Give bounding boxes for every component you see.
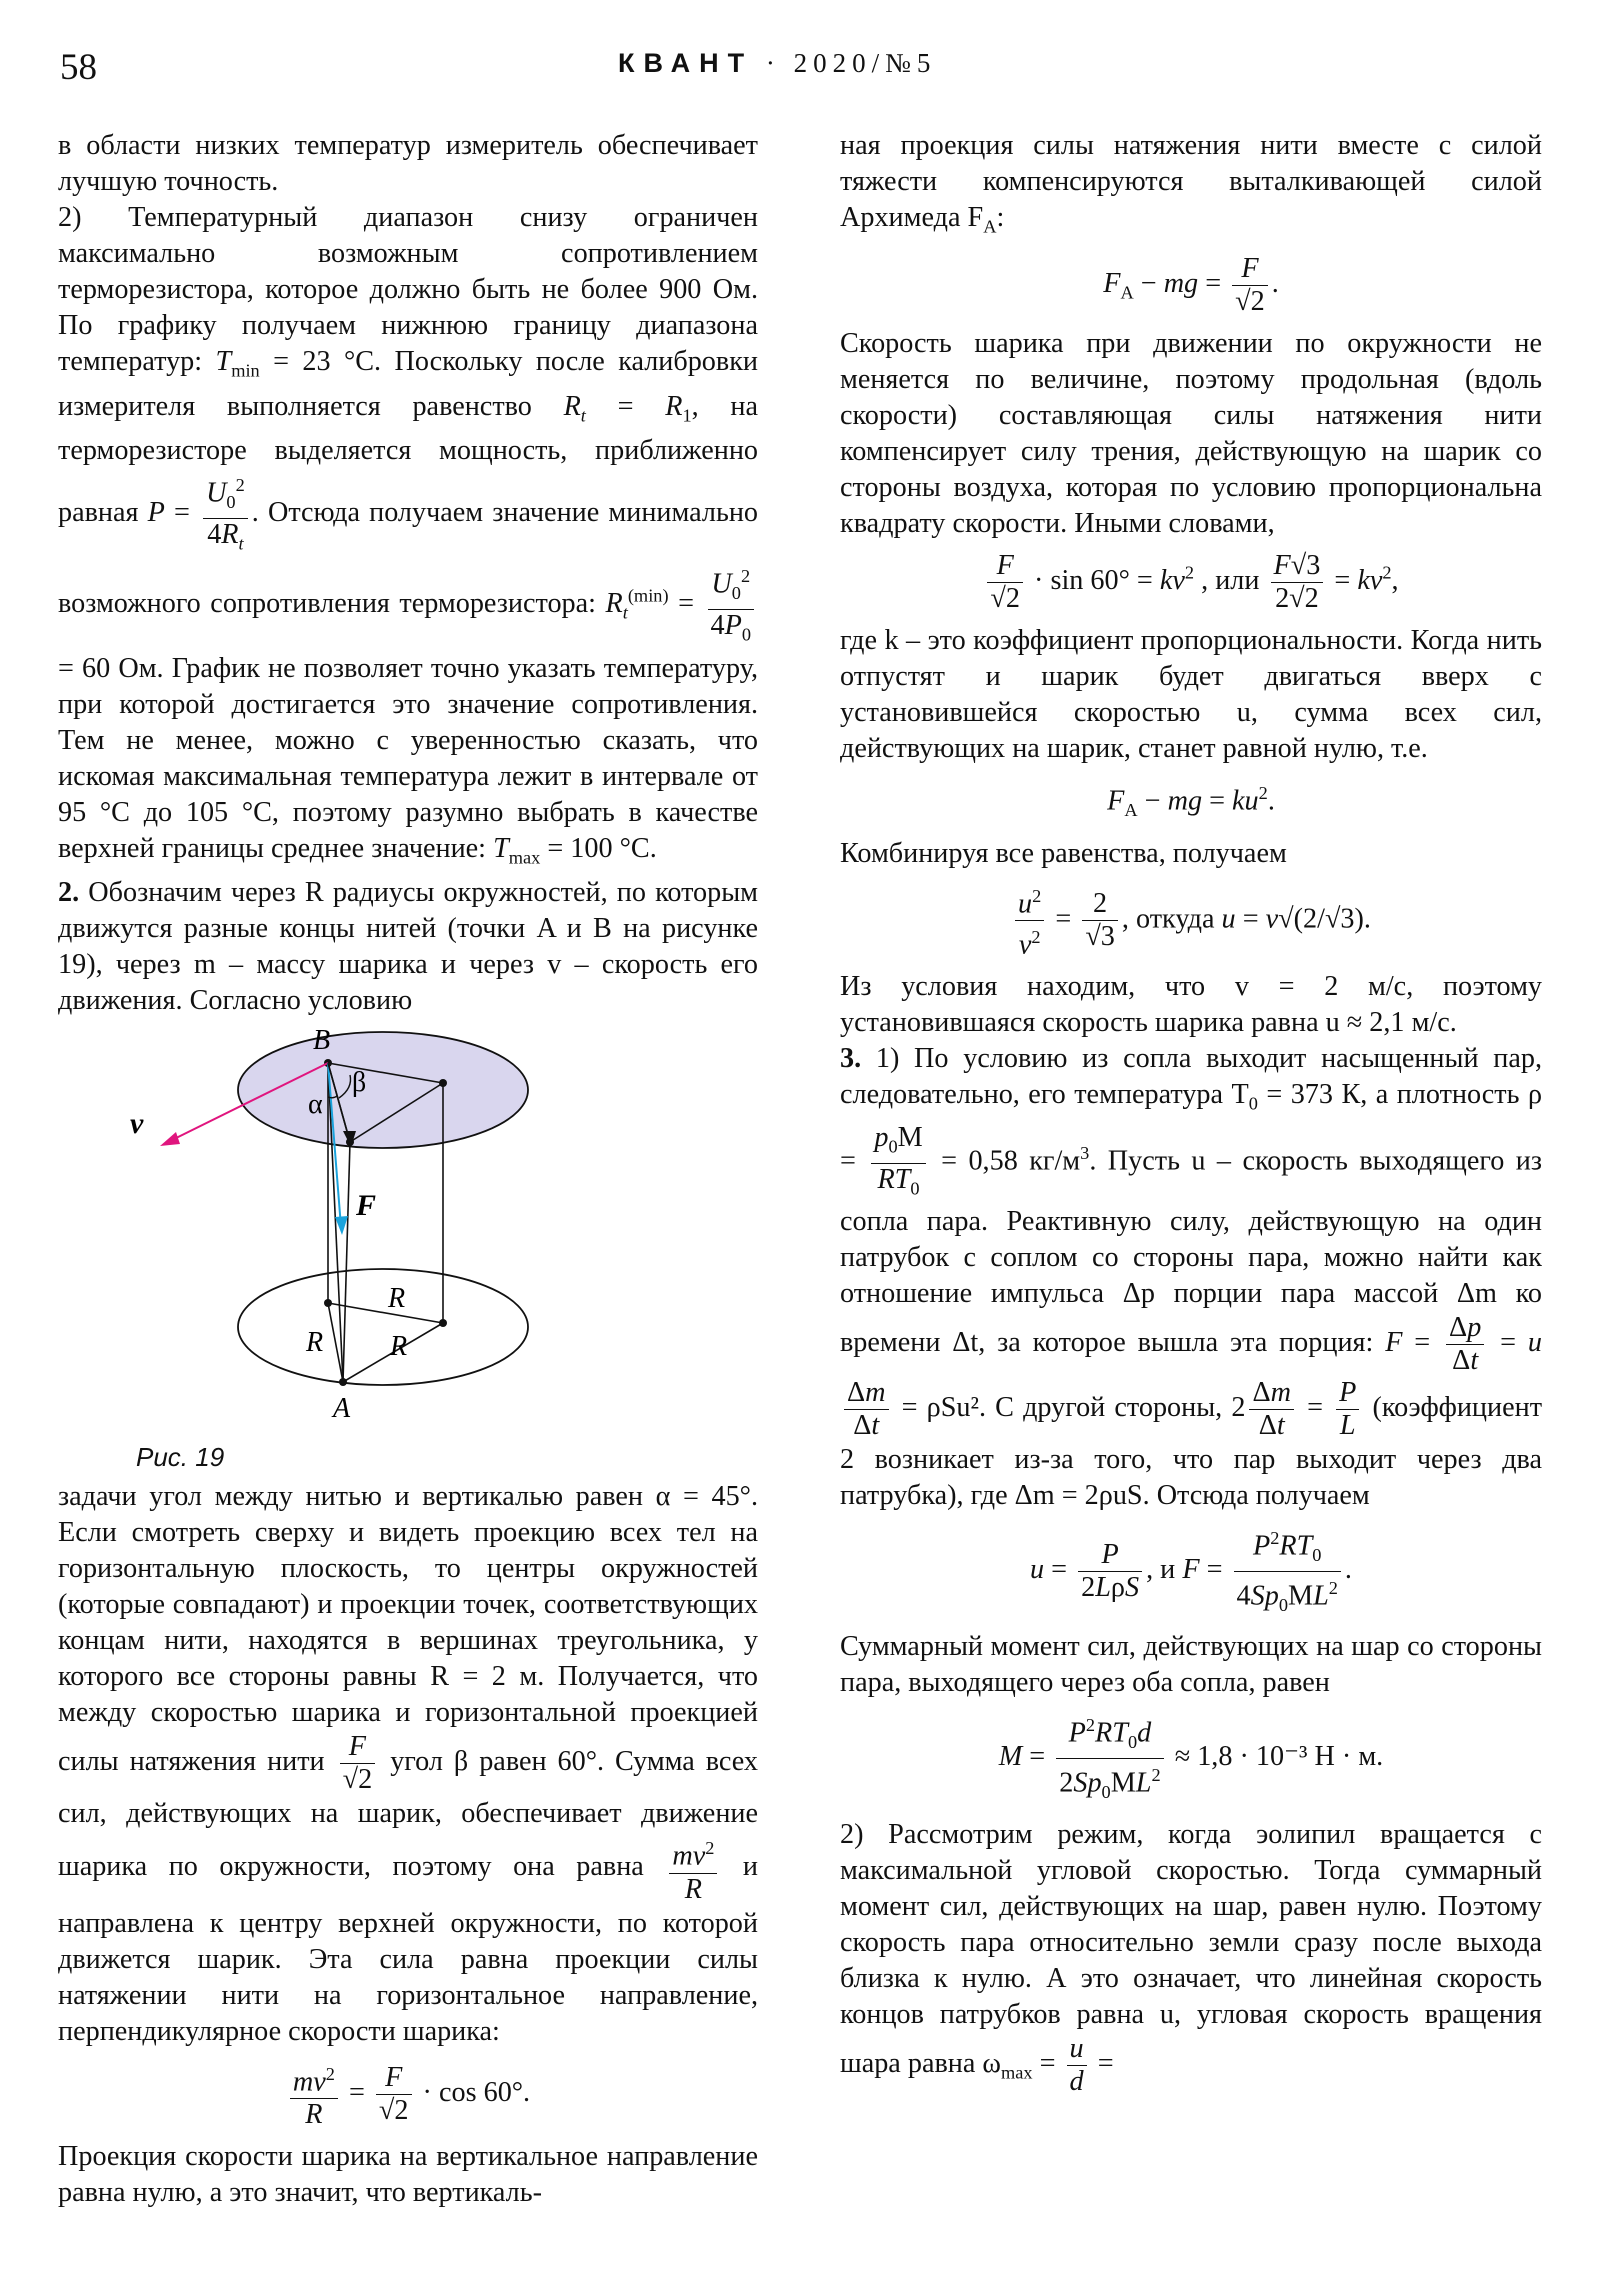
formula-archimedes: $F_A$ − mg = $\frac{F}{√2}$ . [1103, 252, 1279, 317]
right-paragraph-3: где k – это коэффициент пропорциональности. Когда нить отпустят и шарик будет двигаться вверх с установившейся скоростью u, сумма всех сил, действующих на шарик, станет равной нулю, т.е. [840, 624, 1542, 764]
right-column [840, 128, 1542, 2098]
left-paragraph-3: 2. Обозначим через R радиусы окружностей, по которым движутся разные концы нитей (точки A и B на рисунке 19), через m – массу шарика и через v – скорость его движения. Согласно условию [58, 877, 758, 1017]
right-paragraph-1: ная проекция силы натяжения нити вместе с силой тяжести компенсируются выталкивающей силой Архимеда $F_A$: [840, 130, 1542, 237]
label-beta: β [352, 1067, 367, 1099]
label-r: R [306, 1327, 324, 1359]
left-paragraph-2: 2) Температурный диапазон снизу ограничен максимально возможным сопротивлением терморезистора, которое должно быть не более 900 Ом. По графику получаем нижнюю границу диапазона температур: $T_{min} = 23$ °С. Поскольку после калибровки измерителя выполняется равенство $R_t = R_1$, на терморезисторе выделяется мощность, приближенно равная P = $\frac{U_0^2}{4R_t}$ . Отсюда получаем значение минимально возможного сопротивления терморезистора: $R_t^{(min)}$ = $\frac{U_0^2}{4P_0}$ = 60 Ом. График не позволяет точно указать температуру, при которой достигается это значение сопротивления. Тем не менее, можно с уверенностью сказать, что искомая максимальная температура лежит в интервале от 95 °С до 105 °С, поэтому разумно выбрать в качестве верхней границы среднее значение: $T_{max} = 100$ °С. [58, 202, 758, 868]
formula-centripetal: $\frac{mv^2}{R}$ = $\frac{F}{√2}$ · cos 60°. [58, 2058, 758, 2131]
page-number: 58 [60, 47, 97, 88]
left-column [58, 128, 758, 2211]
formula-speed-ratio: $\frac{u^2}{v^2}$ = $\frac{2}{√3}$ , откуда u = v√(2/√3). [840, 880, 1542, 962]
right-paragraph-4: Комбинируя все равенства, получаем [840, 837, 1287, 869]
velocity-arrowhead [160, 1132, 180, 1146]
point [324, 1299, 332, 1307]
right-paragraph-5: Из условия находим, что v = 2 м/с, поэтому установившаяся скорость шарика равна u ≈ 2,1 м/с. [840, 971, 1542, 1039]
formula-steady: $F_A$ − mg = $ku^2$. [1107, 782, 1275, 820]
tension-arrowhead [335, 1216, 348, 1235]
label-a: A [333, 1393, 351, 1425]
journal-name: КВАНТ [618, 48, 754, 78]
running-header [618, 48, 936, 79]
label-alpha: α [308, 1089, 323, 1121]
right-paragraph-2: Скорость шарика при движении по окружности не меняется по величине, поэтому продольная (вдоль скорости) составляющая силы натяжения нити компенсирует силу трения, действующую на шарик со стороны воздуха, которая по условию пропорциональна квадрату скорости. Иными словами, [840, 327, 1542, 539]
formula-u-f: u = $\frac{P}{\text{2LρS}}$ , и F = $\frac{P^2RT_0}{4Sp_0ML^2}$ . [840, 1522, 1542, 1621]
right-paragraph-8: 2) Рассмотрим режим, когда эолипил вращается с максимальной угловой скоростью. Тогда суммарный момент сил, действующих на шар, равен нулю. Поэтому скорость пара относительно земли сразу после выхода близка к нулю. А это означает, что линейная скорость концов патрубков равна u, угловая скорость вращения шара равна $\omega_{max}$ = $\frac{u}{d}$ = [840, 1818, 1542, 2097]
label-r: R [390, 1331, 408, 1363]
issue-number: · 2020/№5 [765, 48, 937, 78]
left-paragraph-4: задачи угол между нитью и вертикалью равен α = 45°. Если смотреть сверху и видеть проекцию всех тел на горизонтальную плоскость, то центры окружностей (которые совпадают) и проекции точек, соответствующих концам нити, находятся в вершинах треугольника, у которого все стороны равны R = 2 м. Получается, что между скоростью шарика и горизонтальной проекцией силы натяжения нити $\frac{F}{√2}$ угол β равен 60°. Сумма всех сил, действующих на шарик, обеспечивает движение шарика по окружности, поэтому она равна $\frac{mv^2}{R}$ и направлена к центру верхней окружности, по которой движется шарик. Эта сила равна проекции силы натяжении нити на горизонтальное направление, перпендикулярное скорости шарика: [58, 1481, 759, 2047]
point [439, 1319, 447, 1327]
figure-caption: Рис. 19 [136, 1442, 225, 1473]
point [439, 1079, 447, 1087]
label-v: v [130, 1107, 144, 1141]
label-r: R [388, 1283, 406, 1315]
right-paragraph-7: Суммарный момент сил, действующих на шар со стороны пара, выходящего через оба сопла, равен [840, 1631, 1542, 1699]
label-f: F [356, 1189, 377, 1223]
vertical-edge [343, 1142, 350, 1382]
lower-disk [238, 1269, 528, 1385]
figure-19 [58, 1025, 758, 1445]
upper-disk [238, 1032, 528, 1148]
formula-drag: $\frac{F}{√2}$ · $\sin 60^\circ = kv^2$ , или $\frac{F√3}{2√2}$ = $kv^2$, [840, 550, 1542, 615]
point-a [339, 1378, 347, 1386]
right-paragraph-6: 3. 1) По условию из сопла выходит насыщенный пар, следовательно, его температура $T_0 = 373$ К, а плотность ρ = $\frac{p_0M}{RT_0}$ = 0,58 $кг/м^3$. Пусть u – скорость выходящего из сопла пара. Реактивную силу, действующую на один патрубок с соплом со стороны пара, можно найти как отношение импульса Δp порции пара массой Δm ко времени Δt, за которое вышла эта порция: F = $\frac{\Delta p}{\Delta t}$ = u $\frac{\Delta m}{\Delta t}$ = ρSu². С другой стороны, 2 $\frac{\Delta m}{\Delta t}$ = $\frac{P}{L}$ (коэффициент 2 возникает из-за того, что пар выходит через два патрубка), где Δm = 2ρuS. Отсюда получаем [840, 1043, 1543, 1512]
left-paragraph-1: в области низких температур измеритель обеспечивает лучшую точность. [58, 130, 758, 197]
figure-19-drawing [58, 1025, 758, 1445]
label-b: B [313, 1025, 331, 1057]
formula-moment: M = $\frac{P^2RT_0d}{2Sp_0ML^2}$ ≈ 1,8 · 10⁻³ Н · м. [840, 1709, 1542, 1808]
left-paragraph-5: Проекция скорости шарика на вертикальное направление равна нулю, а это значит, что вертикаль- [58, 2141, 758, 2209]
